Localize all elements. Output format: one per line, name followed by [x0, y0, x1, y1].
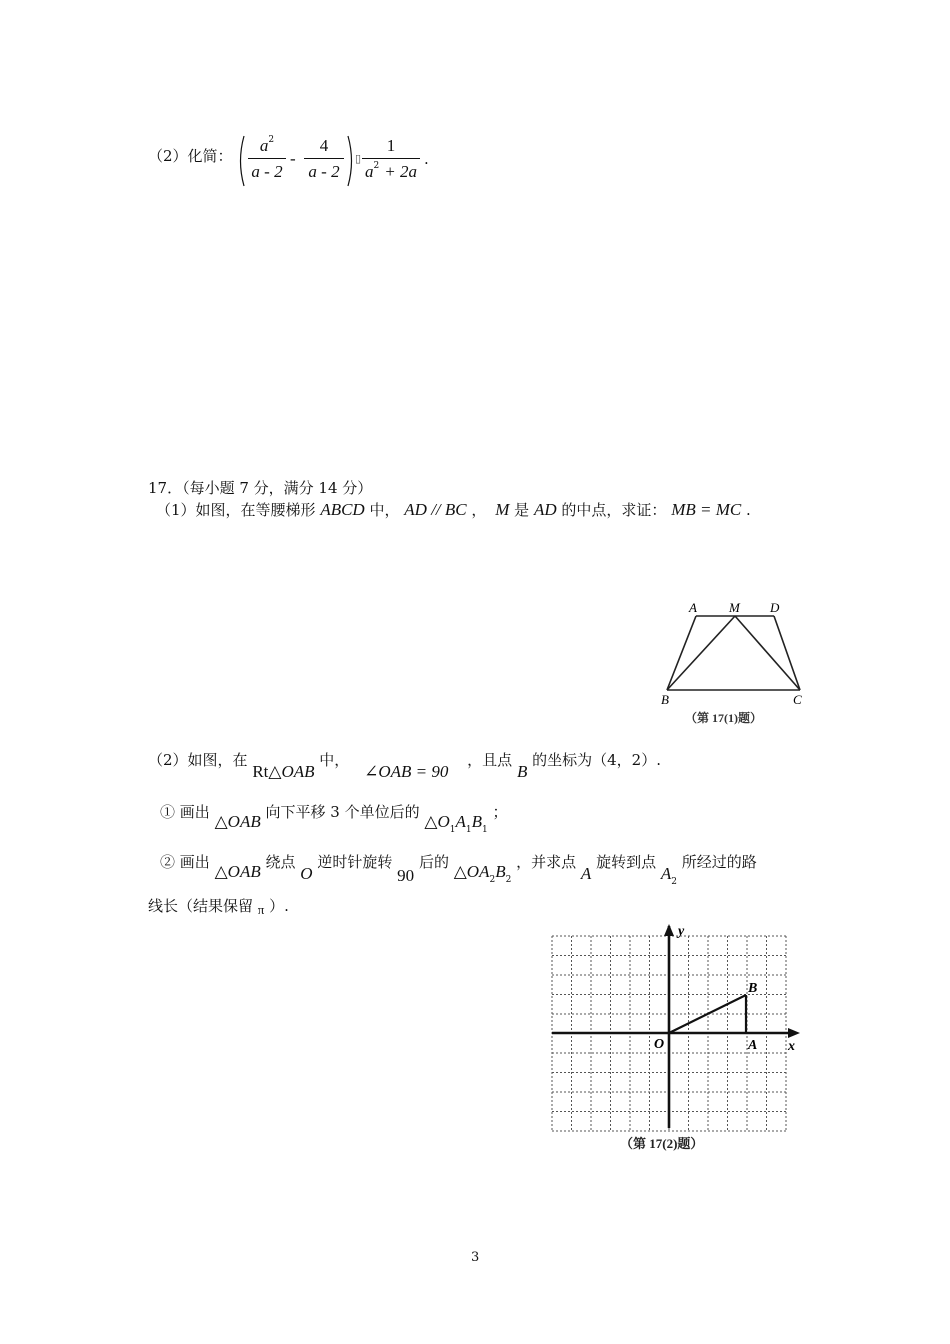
q17-2-part2-cont: 线长（结果保留 π ）. [148, 897, 289, 917]
label-D: D [770, 600, 780, 615]
q17-2-part1: ① 画出 △OAB 向下平移 3 个单位后的 $\triangle O_1A_1B_1$ ； [160, 803, 508, 835]
q17-2-part2: ② 画出 △OAB 绕点 O 逆时针旋转 90 后的 $\triangle OA_2B_2$ ，并求点 A 旋转到点 $A_2$ 所经过的路 [160, 853, 757, 887]
q17-header: 17．（每小题 7 分，满分 14 分） [148, 479, 373, 497]
trapezoid-figure [655, 598, 815, 728]
label-A: A [689, 600, 697, 615]
fraction-3: 1 $a^2 + 2a$ [362, 132, 420, 188]
x-axis-arrow-icon [788, 1028, 800, 1038]
label-C: C [793, 692, 802, 707]
fraction-2: 4 a - 2 [304, 132, 344, 185]
label-B: B [661, 692, 669, 707]
q16-2-label: （2）化简： [148, 147, 233, 165]
q17-1-statement: （1）如图，在等腰梯形 ABCD 中， AD // BC ， M 是 AD 的中点，求证： MB = MC . [156, 500, 751, 519]
figure-caption: （第 17(2)题） [620, 1136, 704, 1151]
figure-caption: （第 17(1)题） [685, 711, 762, 725]
fraction-1: $a^2$ a - 2 [248, 132, 286, 185]
q16-2-expression: $a^2$ a - 2 - 4 a - 2 ▯ 1 $a^2 + 2a$ . [236, 132, 436, 190]
point-label-B: B [748, 981, 758, 996]
axis-label-y: y [678, 924, 685, 939]
q17-2-statement: （2）如图，在 Rt△OAB 中， ∠OAB = 90 ，且点 B 的坐标为（4，2）. [148, 751, 661, 781]
page-number: 3 [471, 1250, 480, 1265]
axis-label-x: x [788, 1039, 795, 1054]
left-paren [236, 134, 246, 188]
y-axis-arrow-icon [664, 924, 674, 936]
label-M: M [729, 600, 740, 615]
point-label-A: A [748, 1038, 758, 1053]
axes [552, 926, 796, 1128]
point-label-O: O [654, 1037, 665, 1052]
coordinate-grid-figure [548, 922, 808, 1154]
